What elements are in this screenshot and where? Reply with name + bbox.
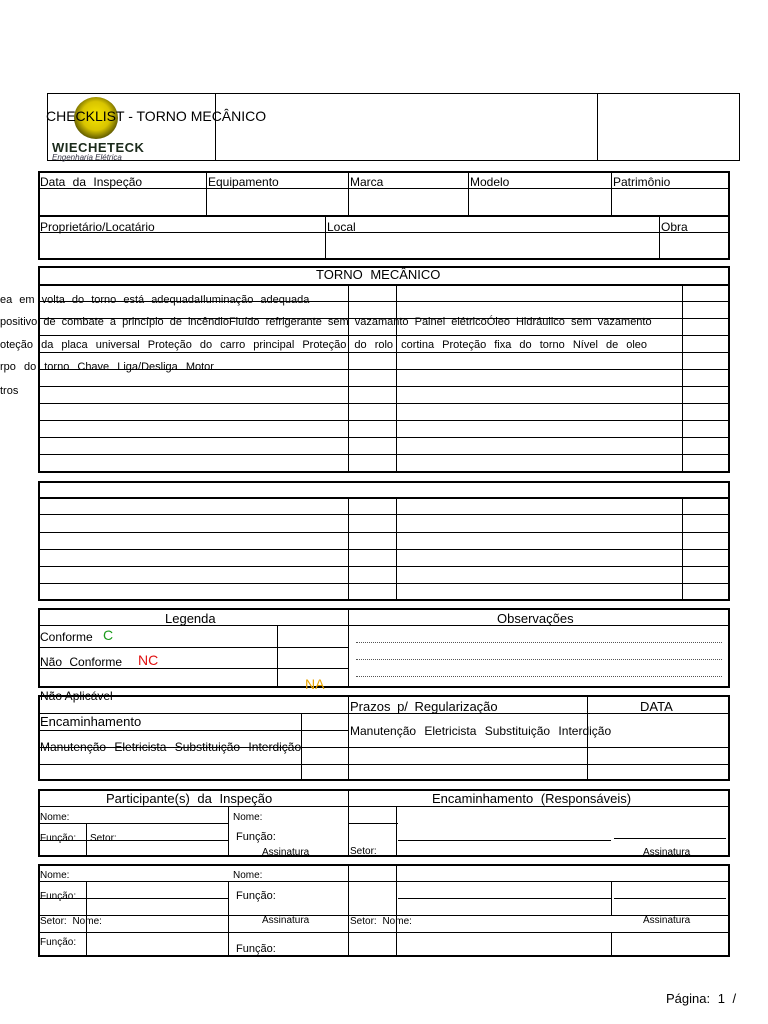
date-title: DATA [640, 699, 673, 714]
page-number: Página: 1 / [666, 991, 737, 1006]
col-line [348, 608, 349, 688]
row-line [398, 898, 611, 899]
col-line [86, 823, 87, 857]
row-line [38, 403, 730, 404]
row-line [38, 625, 730, 626]
observations-title: Observações [497, 611, 574, 626]
assinatura-label: Assinatura [643, 847, 691, 858]
nome-label: Nome: [40, 870, 70, 881]
col-line [348, 695, 349, 781]
col-line [277, 625, 278, 688]
row-line [38, 301, 730, 302]
row-line [398, 840, 611, 841]
col-line [396, 806, 397, 857]
funcao-label: Função: [40, 833, 77, 844]
row-line [38, 932, 730, 933]
assinatura-label: Assinatura [262, 915, 310, 926]
legend-label-nao-aplicavel: Não Aplicável [40, 689, 113, 703]
header-box [47, 93, 740, 161]
legend-code-c: C [103, 627, 114, 643]
funcao-label: Função: [236, 831, 276, 843]
header-divider-1 [215, 93, 216, 161]
col-line [228, 806, 229, 857]
row-line [398, 955, 611, 956]
label-marca: Marca [350, 175, 384, 189]
responsible-title: Encaminhamento (Responsáveis) [432, 791, 632, 806]
setor-label: Setor: [350, 846, 377, 857]
info-col [468, 171, 469, 215]
row-line [38, 335, 730, 336]
col-line [611, 932, 612, 957]
row-line [38, 420, 730, 421]
info-col [611, 171, 612, 215]
row-line [38, 497, 730, 499]
row-line [38, 284, 730, 286]
col-line [396, 284, 397, 473]
col-line [228, 881, 229, 957]
participants-box-2 [38, 864, 730, 957]
setor-label: Setor: [90, 833, 117, 844]
signature-line [614, 838, 726, 839]
row-line [38, 549, 730, 550]
nome-label: Nome: [40, 812, 70, 823]
routing-options-right: Manutenção Eletricista Substituição Interdição [350, 724, 612, 738]
row-line [38, 318, 730, 319]
row-line [38, 532, 730, 533]
row-line [38, 437, 730, 438]
routing-options: Manutenção Eletricista Substituição Interdição [40, 740, 302, 754]
row-line [38, 647, 348, 648]
section-title: TORNO MECÂNICO [316, 267, 441, 282]
row-line [38, 881, 730, 882]
row-line [38, 566, 730, 567]
label-obra: Obra [661, 220, 688, 234]
col-line [396, 497, 397, 601]
legend-label-nao-conforme: Não Conforme [40, 655, 123, 669]
label-data-inspecao: Data da Inspeção [40, 175, 143, 189]
col-line [396, 864, 397, 957]
item-text-2: positivo de combate a princípio de incêndioFluído refrigerante sem vazamanto Painel elétricoÓleo Hidráulico sem vazamento [0, 316, 652, 328]
funcao-label: Função: [40, 891, 77, 902]
legend-code-nc: NC [138, 652, 159, 668]
col-line [348, 864, 349, 957]
info-col [348, 171, 349, 215]
row-line [38, 514, 730, 515]
header-divider-2 [597, 93, 598, 161]
row-line [38, 764, 730, 765]
label-local: Local [327, 220, 356, 234]
observation-line [356, 676, 722, 677]
nome-label: Nome: [233, 870, 263, 881]
item-text-4: rpo do torno Chave Liga/Desliga Motor [0, 361, 214, 373]
observation-line [356, 642, 722, 643]
col-line [682, 284, 683, 473]
item-text-1: ea em volta do torno está adequadaIluminação adequada [0, 294, 310, 306]
label-proprietario: Proprietário/Locatário [40, 220, 155, 234]
assinatura-label: Assinatura [262, 847, 310, 858]
row-line [38, 730, 348, 731]
setor-nome-label: Setor: Nome: [350, 916, 412, 927]
participants-title: Participante(s) da Inspeção [106, 791, 273, 806]
assinatura-label: Assinatura [643, 915, 691, 926]
page-title: CHECKLIST - TORNO MECÂNICO [46, 108, 267, 124]
info-col [325, 215, 326, 260]
deadlines-title: Prazos p/ Regularização [350, 699, 498, 714]
info-col [206, 171, 207, 215]
item-text-3: oteção da placa universal Proteção do carro principal Proteção do rolo cortina Proteção fixa do torno Nível de oleo [0, 339, 648, 351]
nome-label: Nome: [233, 812, 263, 823]
info-line [38, 215, 730, 217]
item-text-5: tros [0, 385, 19, 397]
logo-subtitle: Engenharia Elétrica [52, 153, 122, 162]
row-line [38, 956, 228, 957]
signature-line [614, 898, 726, 899]
legend-title: Legenda [165, 611, 216, 626]
label-equipamento: Equipamento [208, 175, 279, 189]
routing-label: Encaminhamento [40, 714, 142, 729]
col-line [611, 881, 612, 915]
info-col [659, 215, 660, 260]
col-line [348, 284, 349, 473]
legend-label-conforme: Conforme [40, 630, 93, 644]
funcao-label: Função: [40, 937, 77, 948]
row-line [348, 823, 398, 824]
col-line [682, 497, 683, 601]
row-line [38, 386, 730, 387]
label-modelo: Modelo [470, 175, 510, 189]
setor-nome-label: Setor: Nome: [40, 916, 102, 927]
col-line [587, 695, 588, 781]
funcao-label: Função: [236, 943, 276, 955]
signature-line [614, 955, 726, 956]
row-line [38, 352, 730, 353]
label-patrimonio: Patrimônio [613, 175, 671, 189]
row-line [38, 583, 730, 584]
col-line [348, 497, 349, 601]
funcao-label: Função: [236, 890, 276, 902]
observation-line [356, 659, 722, 660]
legend-code-na: NA [305, 676, 325, 692]
row-line [38, 369, 730, 370]
logo-name: WIECHETECK [52, 140, 145, 155]
row-line [38, 454, 730, 455]
row-line [38, 806, 730, 807]
